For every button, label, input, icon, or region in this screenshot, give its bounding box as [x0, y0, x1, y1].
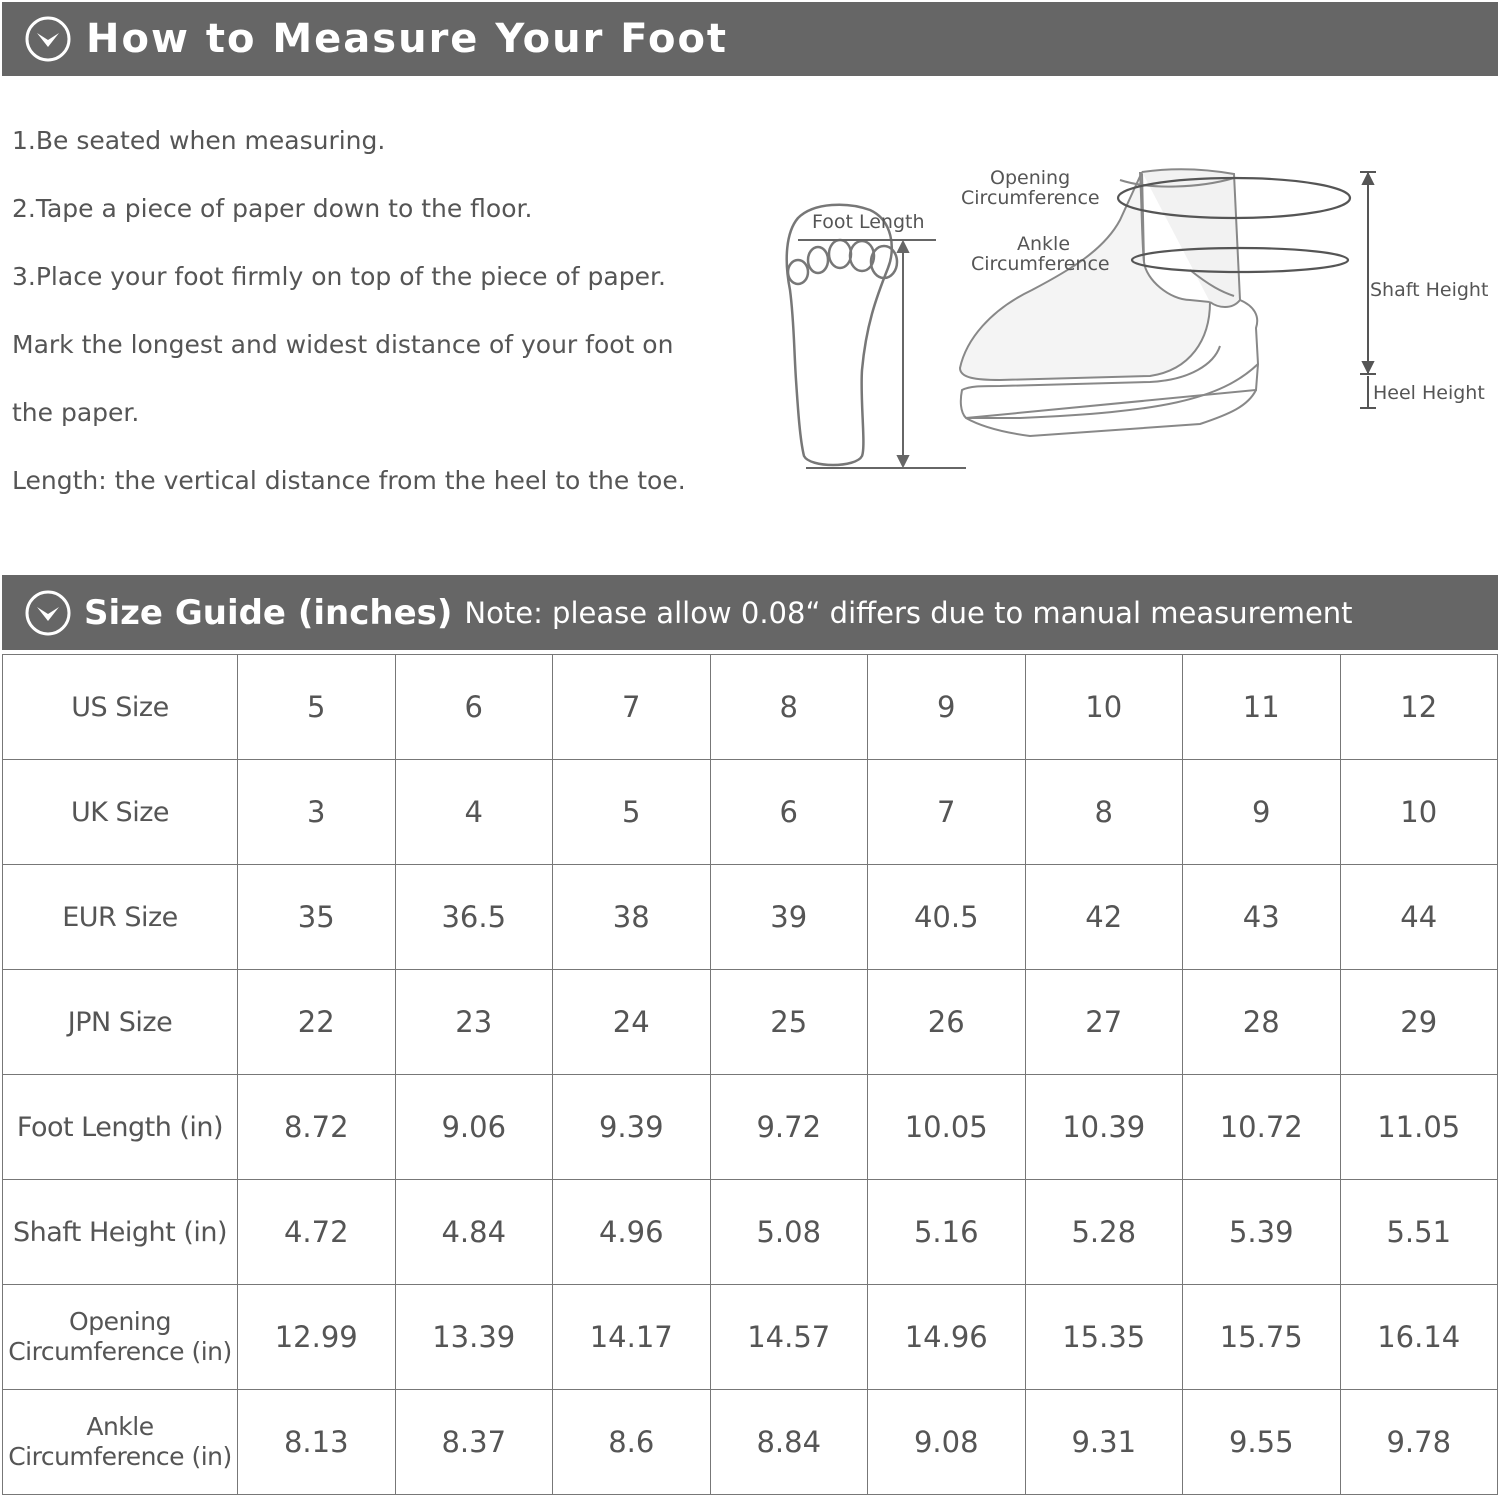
table-cell: 8.72 [238, 1075, 396, 1180]
size-table [2, 654, 1498, 1495]
table-cell: 5.16 [868, 1180, 1026, 1285]
table-cell: 10.72 [1183, 1075, 1341, 1180]
row-header: EUR Size [3, 865, 238, 970]
step-line: Length: the vertical distance from the heel to the toe. [12, 466, 686, 495]
table-cell: 8.6 [553, 1390, 711, 1495]
table-cell: 8 [1025, 760, 1183, 865]
table-row [3, 1285, 1498, 1390]
table-row [3, 655, 1498, 760]
table-cell: 11.05 [1340, 1075, 1498, 1180]
table-cell: 8 [710, 655, 868, 760]
table-cell: 9.06 [395, 1075, 553, 1180]
table-cell: 22 [238, 970, 396, 1075]
table-cell: 7 [553, 655, 711, 760]
step-line: 2.Tape a piece of paper down to the floor. [12, 194, 533, 223]
table-cell: 9 [868, 655, 1026, 760]
chevron-down-circle-icon [24, 589, 72, 637]
shaft-height-label: Shaft Height [1370, 279, 1489, 301]
row-header: UK Size [3, 760, 238, 865]
table-row [3, 970, 1498, 1075]
table-cell: 5 [238, 655, 396, 760]
row-header: Foot Length (in) [3, 1075, 238, 1180]
table-cell: 23 [395, 970, 553, 1075]
size-guide-banner [2, 575, 1498, 650]
row-header [3, 1285, 238, 1390]
table-cell: 43 [1183, 865, 1341, 970]
table-cell: 13.39 [395, 1285, 553, 1390]
table-cell: 26 [868, 970, 1026, 1075]
table-cell: 38 [553, 865, 711, 970]
table-cell: 15.35 [1025, 1285, 1183, 1390]
row-header: Shaft Height (in) [3, 1180, 238, 1285]
row-header-line-1: Ankle [86, 1412, 154, 1441]
table-cell: 5.51 [1340, 1180, 1498, 1285]
table-cell: 14.57 [710, 1285, 868, 1390]
table-cell: 9.31 [1025, 1390, 1183, 1495]
foot-length-label: Foot Length [812, 211, 925, 233]
table-cell: 29 [1340, 970, 1498, 1075]
table-cell: 36.5 [395, 865, 553, 970]
table-cell: 6 [395, 655, 553, 760]
table-cell: 14.96 [868, 1285, 1026, 1390]
table-cell: 9.72 [710, 1075, 868, 1180]
table-cell: 39 [710, 865, 868, 970]
ankle-label-2: Circumference [971, 253, 1110, 275]
table-row [3, 1180, 1498, 1285]
row-header: JPN Size [3, 970, 238, 1075]
table-cell: 10.05 [868, 1075, 1026, 1180]
table-cell: 4 [395, 760, 553, 865]
row-header-line-2: Circumference (in) [8, 1442, 232, 1471]
table-row [3, 760, 1498, 865]
chevron-down-circle-icon [24, 15, 72, 63]
opening-label-2: Circumference [961, 187, 1100, 209]
table-cell: 9 [1183, 760, 1341, 865]
size-guide-note: Note: please allow 0.08“ differs due to manual measurement [464, 595, 1353, 630]
table-cell: 5.39 [1183, 1180, 1341, 1285]
table-cell: 11 [1183, 655, 1341, 760]
measure-foot-banner [2, 2, 1498, 76]
table-cell: 8.37 [395, 1390, 553, 1495]
table-cell: 3 [238, 760, 396, 865]
table-cell: 6 [710, 760, 868, 865]
heel-height-label: Heel Height [1373, 382, 1485, 404]
row-header-line-1: Opening [69, 1307, 171, 1336]
table-row [3, 1390, 1498, 1495]
step-line: 3.Place your foot firmly on top of the piece of paper. [12, 262, 666, 291]
table-cell: 7 [868, 760, 1026, 865]
step-line: the paper. [12, 398, 140, 427]
table-cell: 9.55 [1183, 1390, 1341, 1495]
ankle-label-1: Ankle [1017, 233, 1071, 255]
table-cell: 24 [553, 970, 711, 1075]
measurement-illustration [770, 150, 1498, 480]
boot-icon [960, 169, 1258, 436]
table-cell: 44 [1340, 865, 1498, 970]
table-cell: 40.5 [868, 865, 1026, 970]
step-line: Mark the longest and widest distance of your foot on [12, 330, 674, 359]
size-guide-title: Size Guide (inches) [84, 592, 453, 633]
table-cell: 9.39 [553, 1075, 711, 1180]
table-cell: 28 [1183, 970, 1341, 1075]
table-cell: 14.17 [553, 1285, 711, 1390]
table-cell: 4.72 [238, 1180, 396, 1285]
measure-steps [12, 112, 752, 520]
table-cell: 12 [1340, 655, 1498, 760]
table-cell: 8.13 [238, 1390, 396, 1495]
table-cell: 15.75 [1183, 1285, 1341, 1390]
table-cell: 42 [1025, 865, 1183, 970]
foot-outline-icon [787, 205, 897, 465]
table-cell: 9.08 [868, 1390, 1026, 1495]
measure-foot-title: How to Measure Your Foot [86, 16, 729, 62]
table-cell: 9.78 [1340, 1390, 1498, 1495]
table-cell: 5 [553, 760, 711, 865]
table-cell: 4.96 [553, 1180, 711, 1285]
table-cell: 10.39 [1025, 1075, 1183, 1180]
table-cell: 16.14 [1340, 1285, 1498, 1390]
table-cell: 27 [1025, 970, 1183, 1075]
opening-label-1: Opening [990, 167, 1071, 189]
table-cell: 10 [1340, 760, 1498, 865]
table-cell: 25 [710, 970, 868, 1075]
table-cell: 12.99 [238, 1285, 396, 1390]
step-line: 1.Be seated when measuring. [12, 126, 386, 155]
table-cell: 5.28 [1025, 1180, 1183, 1285]
table-cell: 8.84 [710, 1390, 868, 1495]
table-cell: 10 [1025, 655, 1183, 760]
table-cell: 4.84 [395, 1180, 553, 1285]
row-header: US Size [3, 655, 238, 760]
table-cell: 35 [238, 865, 396, 970]
table-cell: 5.08 [710, 1180, 868, 1285]
row-header-line-2: Circumference (in) [8, 1337, 232, 1366]
table-row [3, 1075, 1498, 1180]
table-row [3, 865, 1498, 970]
row-header [3, 1390, 238, 1495]
